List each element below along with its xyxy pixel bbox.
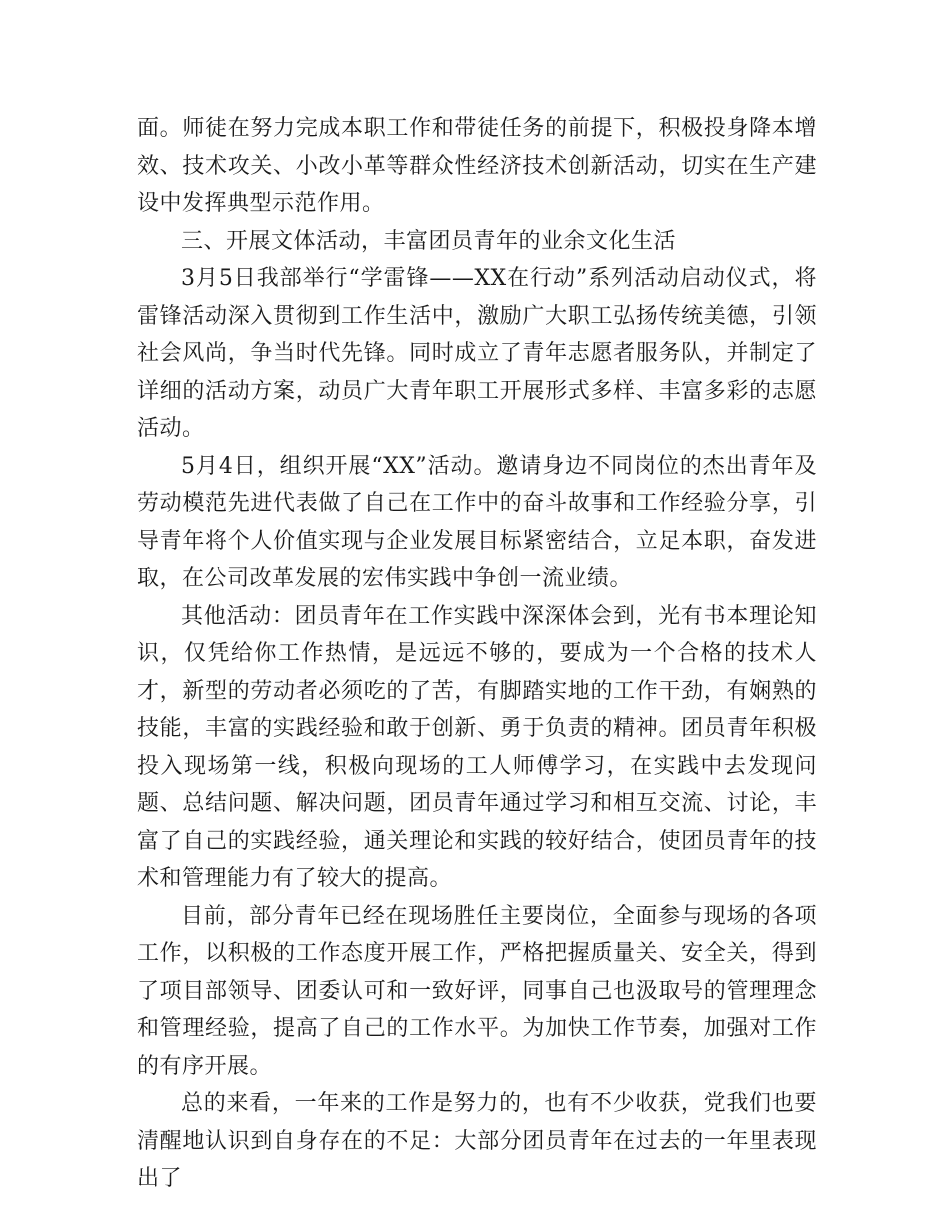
paragraph-may-activity: 5月4日，组织开展“XX”活动。邀请身边不同岗位的杰出青年及劳动模范先进代表做了自己在工作中的奋斗故事和工作经验分享，引导青年将个人价值实现与企业发展目标紧密结合，立足本职，奋发进取，在公司改革发展的宏伟实践中争创一流业绩。 [137, 453, 817, 591]
paragraph-summary: 总的来看，一年来的工作是努力的，也有不少收获，党我们也要清醒地认识到自身存在的不足：大部分团员青年在过去的一年里表现出了 [137, 1091, 817, 1191]
section-heading: 三、开展文体活动，丰富团员青年的业余文化生活 [181, 228, 677, 254]
document-body [137, 110, 817, 1198]
paragraph-current-status: 目前，部分青年已经在现场胜任主要岗位，全面参与现场的各项工作，以积极的工作态度开展工作，严格把握质量关、安全关，得到了项目部领导、团委认可和一致好评，同事自己也汲取号的管理理念和管理经验，提高了自己的工作水平。为加快工作节奏，加强对工作的有序开展。 [137, 903, 817, 1079]
paragraph-continuation: 面。师徒在努力完成本职工作和带徒任务的前提下，积极投身降本增效、技术攻关、小改小革等群众性经济技术创新活动，切实在生产建设中发挥典型示范作用。 [137, 116, 817, 216]
paragraph-other-activities: 其他活动：团员青年在工作实践中深深体会到，光有书本理论知识，仅凭给你工作热情，是远远不够的，要成为一个合格的技术人才，新型的劳动者必须吃的了苦，有脚踏实地的工作干劲，有娴熟的技能，丰富的实践经验和敢于创新、勇于负责的精神。团员青年积极投入现场第一线，积极向现场的工人师傅学习，在实践中去发现问题、总结问题、解决问题，团员青年通过学习和相互交流、讨论，丰富了自己的实践经验，通关理论和实践的较好结合，使团员青年的技术和管理能力有了较大的提高。 [137, 603, 817, 891]
paragraph-march-activity: 3月5日我部举行“学雷锋——XX在行动”系列活动启动仪式，将雷锋活动深入贯彻到工作生活中，激励广大职工弘扬传统美德，引领社会风尚，争当时代先锋。同时成立了青年志愿者服务队，并制定了详细的活动方案，动员广大青年职工开展形式多样、丰富多彩的志愿活动。 [137, 266, 817, 441]
